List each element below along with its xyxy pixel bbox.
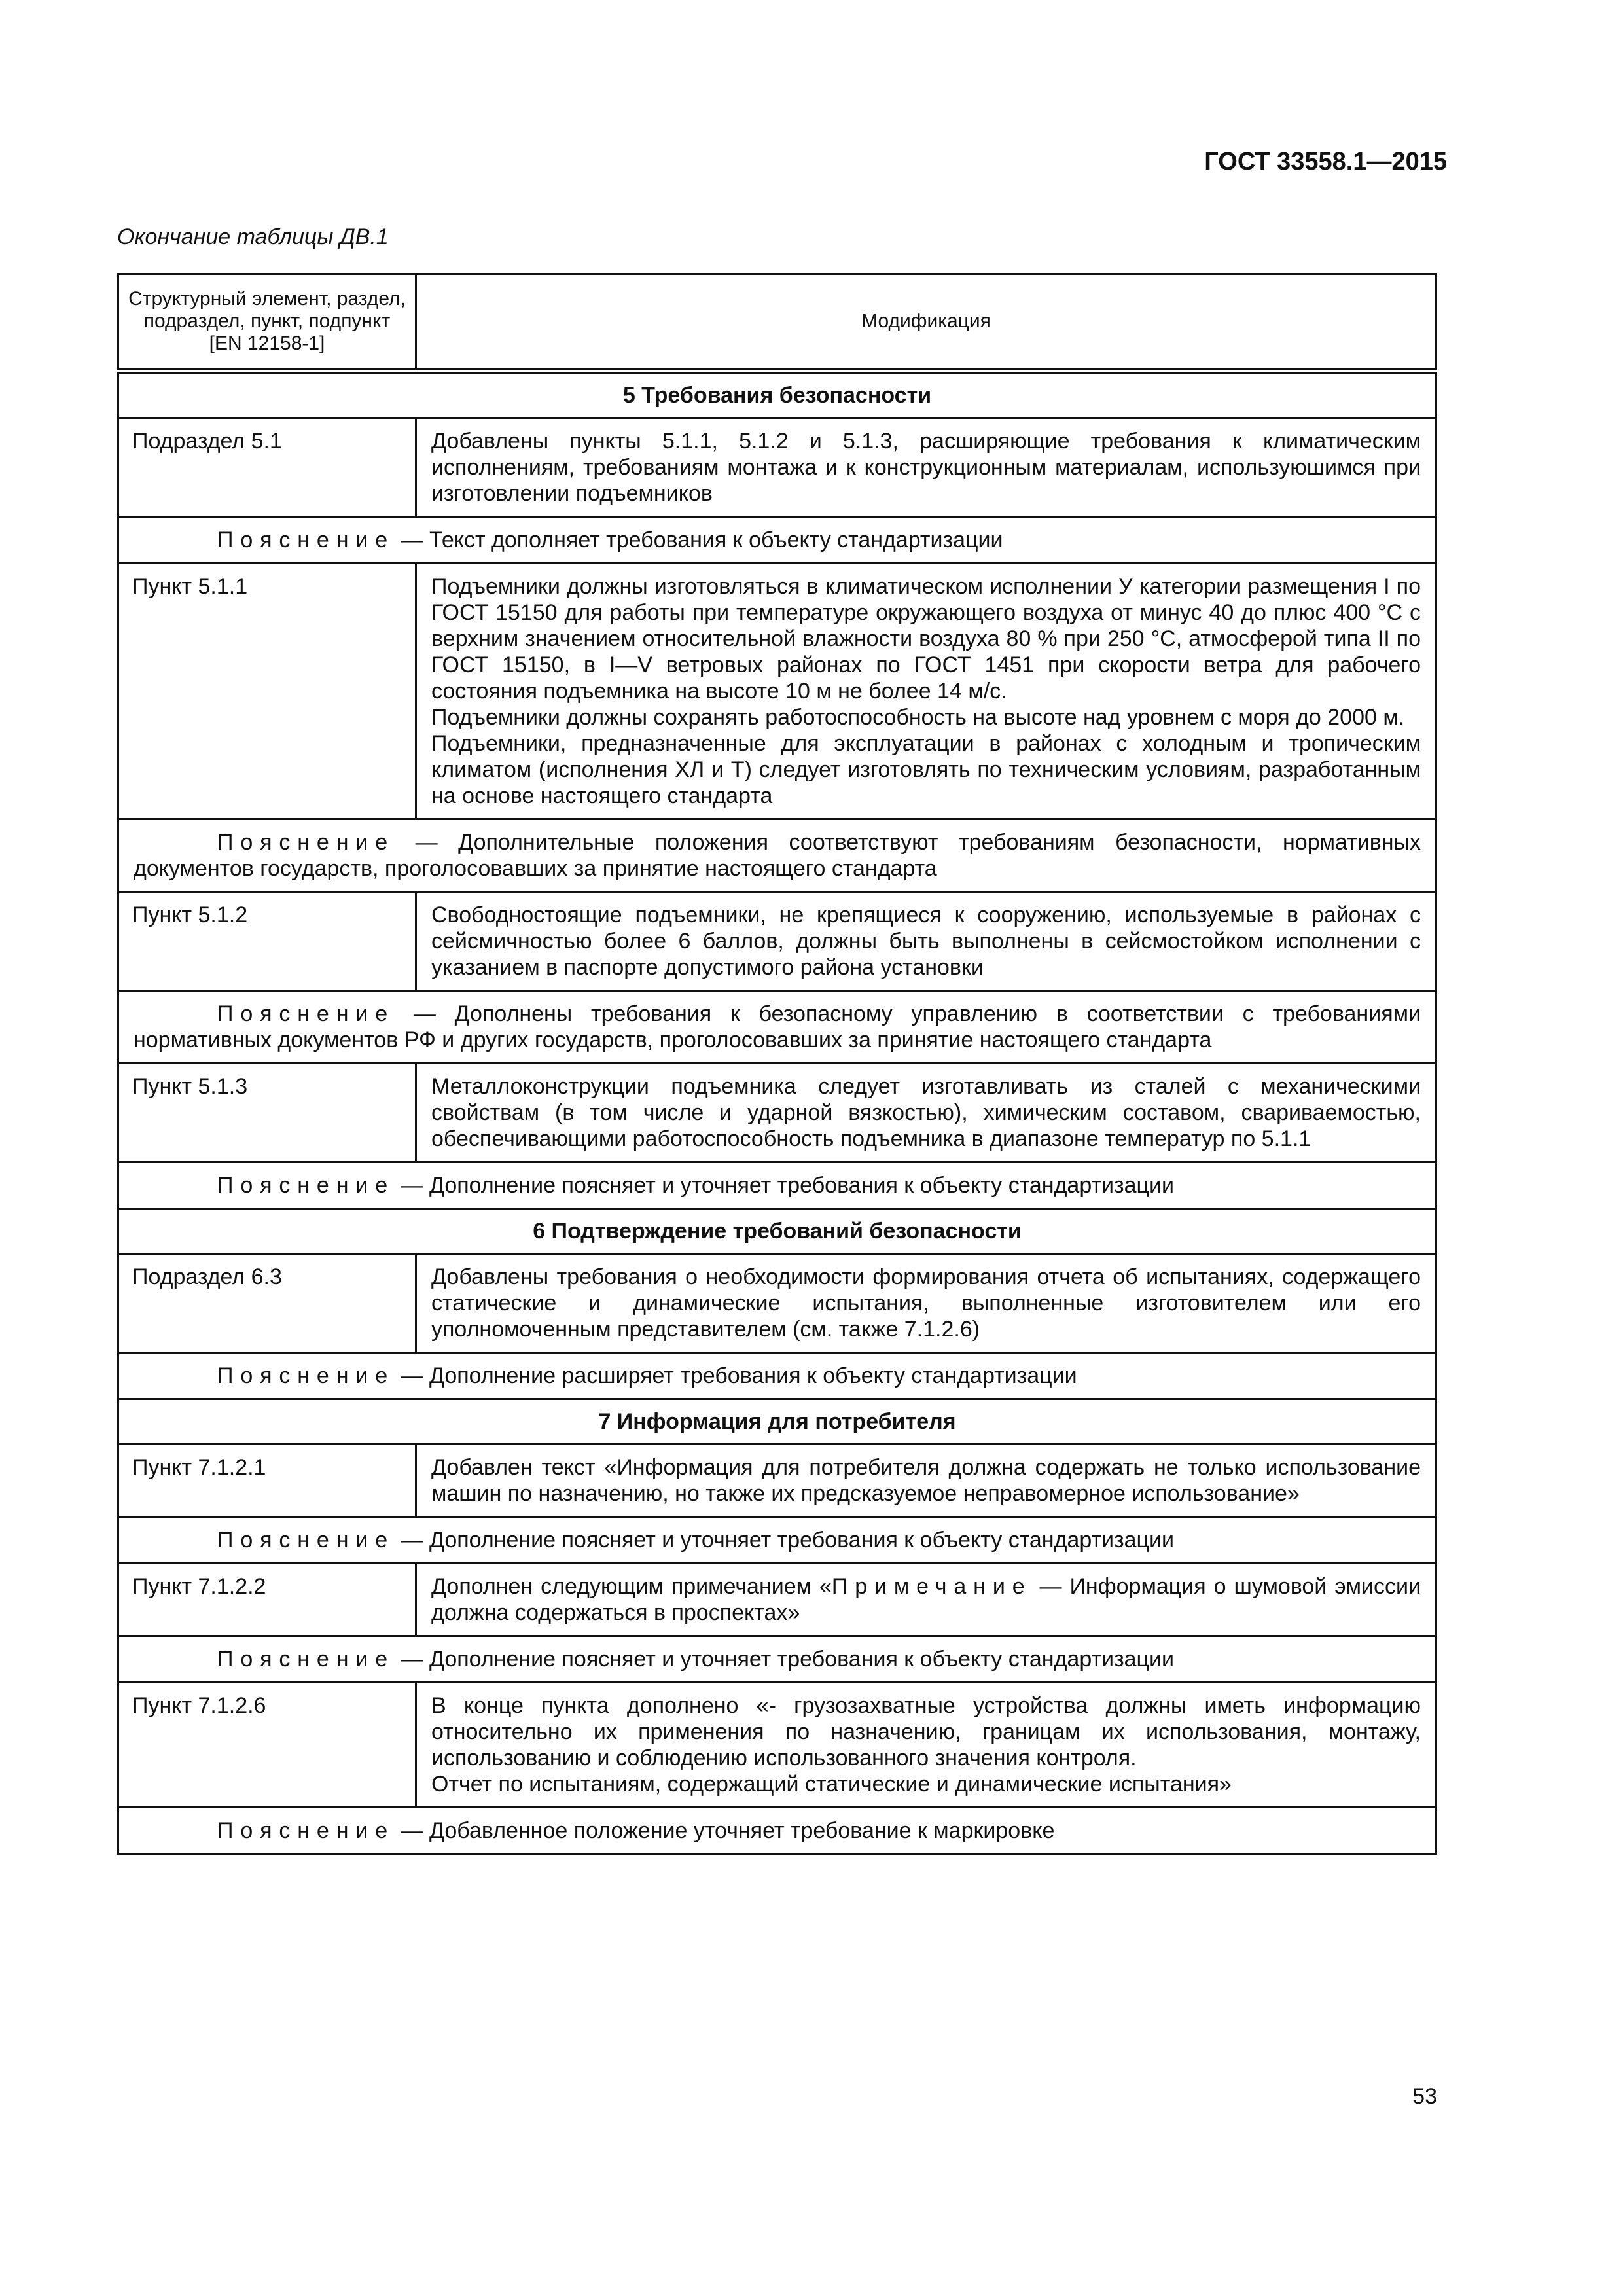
row-element: Пункт 5.1.2 (118, 892, 416, 991)
table-row (118, 1064, 1436, 1162)
note-label: Пояснение (217, 1528, 395, 1552)
row-element: Подраздел 6.3 (118, 1254, 416, 1353)
row-modification (416, 1683, 1436, 1808)
document-code: ГОСТ 33558.1—2015 (1204, 148, 1447, 175)
note-label: Пояснение (217, 830, 395, 855)
note-row (118, 1517, 1436, 1564)
note-row (118, 517, 1436, 564)
note-text: Дополнительные положения соответствуют требованиям безопасности, нормативных документов государств, проголосовавших за принятие настоящего стандарта (134, 830, 1421, 881)
paragraph: В конце пункта дополнено «- грузозахватные устройства должны иметь информацию относительно их применения по назначению, границам их использования, монтажу, использованию и соблюдению использованного значения контроля. (431, 1693, 1421, 1770)
header-modification-col: Модификация (416, 274, 1436, 371)
note-dash: — (395, 1001, 455, 1026)
note-row (118, 1808, 1436, 1854)
row-element: Пункт 5.1.3 (118, 1064, 416, 1162)
note-dash: — (395, 1528, 429, 1552)
note-row (118, 991, 1436, 1064)
header-element-col: Структурный элемент, раздел, подраздел, пункт, подпункт [EN 12158-1] (118, 274, 416, 371)
note-dash: — (395, 1647, 429, 1672)
modification-text-start: Дополнен следующим примечанием « (431, 1574, 832, 1599)
note-dash: — (395, 528, 429, 552)
note-text: Дополнение поясняет и уточняет требования к объекту стандартизации (429, 1173, 1175, 1198)
note-text: Дополнение поясняет и уточняет требования к объекту стандартизации (429, 1647, 1175, 1672)
paragraph: Подъемники, предназначенные для эксплуатации в районах с холодным и тропическим климатом (исполнения ХЛ и Т) следует изготовлять по техническим условиям, разработанным на основе настоящего стандарта (431, 731, 1421, 808)
note-label: Пояснение (217, 1173, 395, 1198)
note-dash: — (395, 1818, 429, 1843)
row-modification (416, 1564, 1436, 1636)
note-row (118, 1353, 1436, 1399)
row-element: Пункт 7.1.2.1 (118, 1444, 416, 1517)
note-dash: — (395, 1173, 429, 1198)
note-row (118, 1636, 1436, 1683)
note-text: Дополнены требования к безопасному управлению в соответствии с требованиями нормативных документов РФ и других государств, проголосовавших за принятие настоящего стандарта (134, 1001, 1421, 1052)
section-title: 7 Информация для потребителя (118, 1399, 1436, 1444)
row-modification: Добавлены пункты 5.1.1, 5.1.2 и 5.1.3, расширяющие требования к климатическим исполнениям, требованиям монтажа и к конструкционным материалам, используюшимся при изготовлении подъемников (416, 418, 1436, 517)
note-label: Пояснение (217, 1001, 395, 1026)
row-modification: Добавлен текст «Информация для потребителя должна содержать не только использование машин по назначению, но также их предсказуемое неправомерное использование» (416, 1444, 1436, 1517)
note-text: Дополнение расширяет требования к объекту стандартизации (429, 1363, 1077, 1388)
section-title: 5 Требования безопасности (118, 371, 1436, 418)
note-label: Пояснение (217, 1363, 395, 1388)
table-header-row (118, 274, 1436, 371)
note-label: Пояснение (217, 528, 395, 552)
inner-note-label: Примечание (831, 1574, 1032, 1599)
paragraph: Отчет по испытаниям, содержащий статические и динамические испытания» (431, 1772, 1232, 1797)
note-row (118, 1162, 1436, 1209)
section-title: 6 Подтверждение требований безопасности (118, 1209, 1436, 1254)
table-row (118, 1444, 1436, 1517)
table-row (118, 1683, 1436, 1808)
row-element: Пункт 5.1.1 (118, 564, 416, 819)
row-element: Подраздел 5.1 (118, 418, 416, 517)
modification-table (117, 273, 1437, 1855)
section-row (118, 1209, 1436, 1254)
modification-text-end: — Информация о шумовой эмиссии должна содержаться в проспектах» (431, 1574, 1421, 1625)
row-modification (416, 564, 1436, 819)
note-label: Пояснение (217, 1818, 395, 1843)
section-row (118, 1399, 1436, 1444)
section-row (118, 371, 1436, 418)
page-number: 53 (1412, 2084, 1437, 2109)
note-label: Пояснение (217, 1647, 395, 1672)
paragraph: Подъемники должны сохранять работоспособность на высоте над уровнем с моря до 2000 м. (431, 705, 1405, 730)
row-modification: Свободностоящие подъемники, не крепящиеся к сооружению, используемые в районах с сейсмичностью более 6 баллов, должны быть выполнены в сейсмостойком исполнении с указанием в паспорте допустимого района установки (416, 892, 1436, 991)
table-row (118, 564, 1436, 819)
row-element: Пункт 7.1.2.2 (118, 1564, 416, 1636)
paragraph: Подъемники должны изготовляться в климатическом исполнении У категории размещения I по ГОСТ 15150 для работы при температуре окружающего воздуха от минус 40 до плюс 400 °С с верхним значением относительной влажности воздуха 80 % при 250 °С, атмосферой типа II по ГОСТ 15150, в I—V ветровых районах по ГОСТ 1451 при скорости ветра для рабочего состояния подъемника на высоте 10 м не более 14 м/с. (431, 574, 1421, 704)
note-dash: — (395, 830, 459, 855)
note-text: Добавленное положение уточняет требование к маркировке (429, 1818, 1055, 1843)
table-row (118, 1564, 1436, 1636)
table-caption: Окончание таблицы ДВ.1 (117, 224, 389, 249)
table-row (118, 892, 1436, 991)
note-dash: — (395, 1363, 429, 1388)
row-element: Пункт 7.1.2.6 (118, 1683, 416, 1808)
note-row (118, 819, 1436, 892)
row-modification: Добавлены требования о необходимости формирования отчета об испытаниях, содержащего статические и динамические испытания, выполненные изготовителем или его уполномоченным представителем (см. также 7.1.2.6) (416, 1254, 1436, 1353)
table-row (118, 1254, 1436, 1353)
note-text: Текст дополняет требования к объекту стандартизации (429, 528, 1003, 552)
table-row (118, 418, 1436, 517)
note-text: Дополнение поясняет и уточняет требования к объекту стандартизации (429, 1528, 1175, 1552)
row-modification: Металлоконструкции подъемника следует изготавливать из сталей с механическими свойствам (в том числе и ударной вязкостью), химическим составом, свариваемостью, обеспечивающими работоспособность подъемника в диапазоне температур по 5.1.1 (416, 1064, 1436, 1162)
